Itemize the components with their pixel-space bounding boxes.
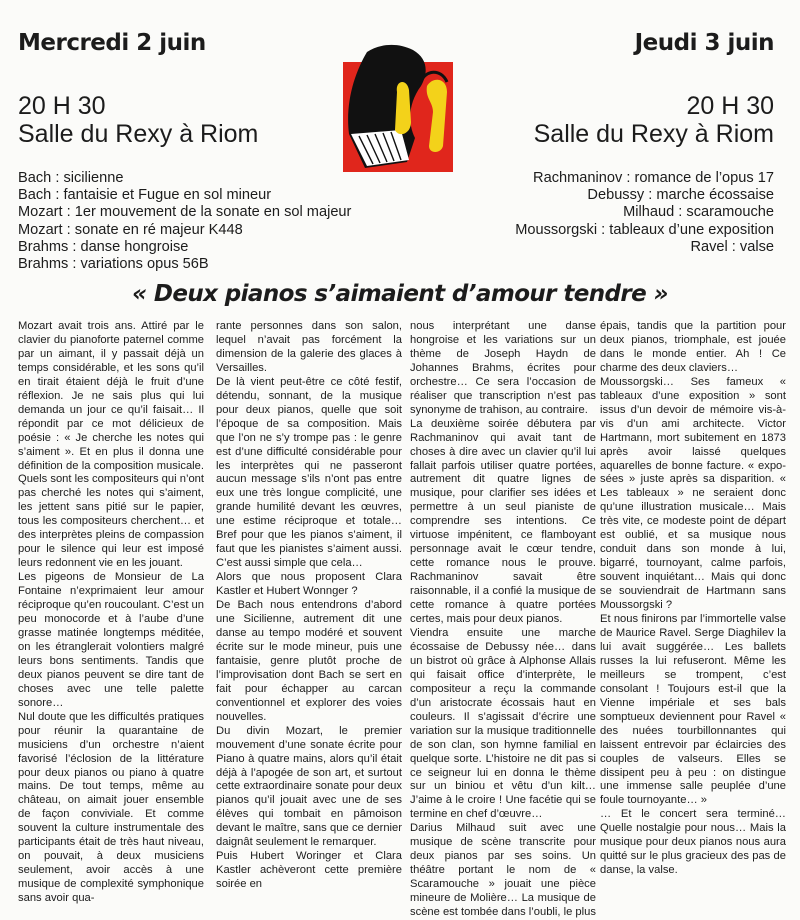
- program-item: Moussorgski : tableaux d’une exposition: [515, 221, 774, 238]
- article-paragraph: La deuxième soirée débutera par Rachmaninov qui avait tant de choses à dire avec un clavier qu’il lui fallait parfois utiliser quatre portées, autrement dit quatre lignes de musique, pour clarifier ses idées et permettre à un seul pianiste de comprendre ses intentions. Ce virtuose impénitent, ce flamboyant personnage avait le cœur tendre, cette romance nous le prouve. Rachmaninov savait être raisonnable, il a confié la musique de cette romance à quatre portées certes, mais pour deux pianos.: [410, 417, 596, 626]
- article-column-4: [600, 320, 786, 877]
- program-work: 1er mouvement de la sonate en sol majeur: [74, 204, 352, 221]
- article-paragraph: Et nous finirons par l’immortelle valse de Maurice Ravel. Serge Diaghilev la lui avait suggérée… Les ballets russes la lui refuseront. Même les meilleurs se trompent, c’est consolant ! Toujours est-il que la Vienne impériale et ses bals somptueux deviennent pour Ravel « des nuées tourbillonnantes qui laissent entrevoir par éclaircies des couples de valseurs. Elles se dissipent peu à peu : on distingue une immense salle peuplée d’une foule tournoyante… »: [600, 613, 786, 807]
- program-composer: Debussy: [587, 187, 645, 204]
- article-paragraph: Les pigeons de Monsieur de La Fontaine n’exprimaient leur amour réciproque qu’en roucoulant. C’est un peu monocorde et à l’aube d’une grasse matinée longtemps méditée, on les étranglerait volontiers malgré leurs bons sentiments. Tandis que deux pianos peuvent se dire tant de choses avec une telle palette sonore…: [18, 571, 204, 709]
- program-composer: Bach: [18, 170, 52, 186]
- article-paragraph: De là vient peut-être ce côté festif, détendu, sonnant, de la musique pour deux pianos, quelle que soit l’époque de sa composition. Mais que l’on ne s’y trompe pas : le genre est d’une difficulté considérable pour les interprètes qui ne passeront aucun message s’ils n’ont pas entre eux une très longue complicité, une grande humilité devant les œuvres, une estime réciproque et totale… Bref pour que les pianos s’aiment, il faut que les pianistes s’aiment aussi. C’est aussi simple que cela…: [216, 375, 402, 570]
- article-paragraph: De Bach nous entendrons d’abord une Sicilienne, autrement dit une danse au tempo modéré et souvent écrite sur le mode mineur, puis une fantaisie, genre plutôt proche de l’improvisation dont Bach se sert en fait pour échapper au carcan conventionnel et explorer des voies nouvelles.: [216, 599, 402, 723]
- program-composer: Ravel: [690, 238, 728, 255]
- yellow-shape-left: [395, 82, 411, 134]
- program-work: tableaux d’une exposition: [609, 221, 774, 238]
- article-column-2: [216, 320, 402, 891]
- program-work: scaramouche: [686, 204, 774, 221]
- program-composer: Rachmaninov: [533, 170, 623, 186]
- article-paragraph: … Et le concert sera terminé… Quelle nostalgie pour nous… Mais la musique pour deux pianos nous aura quitté sur le plus gracieux des pas de danse, la valse.: [600, 808, 786, 877]
- program-item: Mozart : sonate en ré majeur K448: [18, 221, 243, 238]
- program-item: Rachmaninov : romance de l’opus 17: [533, 170, 774, 186]
- article-paragraph: nous interprétant une danse hongroise et les variations sur un thème de Joseph Haydn de Johannes Brahms, écrites pour orchestre… Ce sera l’occasion de réaliser que transcription n’est pas synonyme de trahison, au contraire.: [410, 320, 596, 416]
- article-headline: « Deux pianos s’aimaient d’amour tendre »: [132, 281, 668, 307]
- program-composer: Brahms: [18, 256, 69, 273]
- program-composer: Mozart: [18, 221, 63, 238]
- program-item: Mozart : 1er mouvement de la sonate en sol majeur: [18, 204, 352, 221]
- program-work: sonate en ré majeur K448: [74, 221, 243, 238]
- left-time: 20 H 30: [18, 92, 106, 120]
- article-column-1: [18, 320, 204, 905]
- program-item: Bach : fantaisie et Fugue en sol mineur: [18, 187, 272, 204]
- program-work: sicilienne: [63, 170, 124, 186]
- left-program-list: [18, 170, 351, 273]
- program-work: variations opus 56B: [80, 256, 209, 273]
- program-item: Milhaud : scaramouche: [623, 204, 774, 221]
- right-program-list: [515, 170, 774, 256]
- article-paragraph: Alors que nous proposent Clara Kastler et Hubert Wonnger ?: [216, 571, 402, 598]
- program-work: valse: [739, 238, 774, 255]
- program-work: romance de l’opus 17: [634, 170, 774, 186]
- piano-illustration: [337, 42, 465, 172]
- article-paragraph: Du divin Mozart, le premier mouvement d’une sonate écrite pour Piano à quatre mains, alors qu’il était déjà à l’apogée de son art, et surtout cette extraordinaire sonate pour deux pianos qu’il jouait avec une de ses élèves qui tombait en pâmoison devant le maître, sans que ce dernier daignât seulement le remarquer.: [216, 724, 402, 849]
- left-venue: Salle du Rexy à Riom: [18, 120, 259, 148]
- article-paragraph: épais, tandis que la partition pour deux pianos, triomphale, est jouée dans le monde entier. Ah ! Ce charme des deux claviers…: [600, 320, 786, 374]
- program-composer: Mozart: [18, 204, 63, 221]
- article-paragraph: Viendra ensuite une marche écossaise de Debussy née… dans un bistrot où grâce à Alphonse Allais qui faisait office d’interprète, le compositeur a reçu la commande d’un aristocrate écossais haut en couleurs. Il s’agissait d’écrire une variation sur la musique traditionnelle de son clan, son hymne familial en quelque sorte. L’histoire ne dit pas si ce seigneur lui en donna le thème sur un biniou et vêtu d’un kilt… J’aime à le croire ! Une facétie qui se termine en chef d’œuvre…: [410, 626, 596, 821]
- article-paragraph: Darius Milhaud suit avec une musique de scène transcrite pour deux pianos par ses soins. Un théâtre portant le nom de « Scaramouche » jouait une pièce mineure de Molière… La musique de scène est tombée dans l’oubli, le plus: [410, 822, 596, 919]
- article-paragraph: Moussorgski… Ses fameux « tableaux d’une exposition » sont issus d’un devoir de mémoire vis-à-vis d’un ami architecte. Victor Hartmann, mort subitement en 1873 après avoir laissé quelques aquarelles de bonne facture. « expo-sées » juste après sa disparition. « Les tableaux » ne seraient donc qu’une illustration musicale… Mais très vite, ce modeste point de départ est oublié, et sa musique nous conduit dans son monde à lui, bigarré, tournoyant, calme parfois, souvent inquiétant… Mais qui donc se souviendrait de Hartmann sans Moussorgski ?: [600, 375, 786, 612]
- right-time: 20 H 30: [686, 92, 774, 120]
- program-composer: Milhaud: [623, 204, 675, 221]
- article-paragraph: rante personnes dans son salon, lequel n’avait pas forcément la dimension de la galerie des glaces à Versailles.: [216, 320, 402, 374]
- article-paragraph: Puis Hubert Woringer et Clara Kastler achèveront cette première soirée en: [216, 850, 402, 891]
- article-column-3: [410, 320, 596, 919]
- program-composer: Brahms: [18, 238, 69, 255]
- program-composer: Moussorgski: [515, 221, 598, 238]
- right-day-heading: Jeudi 3 juin: [634, 30, 774, 56]
- article-paragraph: Nul doute que les difficultés pratiques pour réunir la quarantaine de musiciens d’un orchestre n’aient favorisé l’éclosion de la littérature pour deux pianos ou piano à quatre mains. De tout temps, même au château, on aimait jouer ensemble de façon conviviale. Et comme souvent la culture instrumentale des participants était de très haut niveau, on pouvait, à deux musiciens seulement, avoir accès à une musique de complexité symphonique sans avoir qua-: [18, 710, 204, 905]
- program-item: Brahms : danse hongroise: [18, 238, 189, 255]
- program-work: marche écossaise: [656, 187, 774, 204]
- program-item: Ravel : valse: [690, 238, 774, 255]
- program-item: Debussy : marche écossaise: [587, 187, 774, 204]
- program-item: Brahms : variations opus 56B: [18, 256, 209, 273]
- program-item: Bach : sicilienne: [18, 170, 124, 186]
- program-work: fantaisie et Fugue en sol mineur: [63, 187, 272, 204]
- right-venue: Salle du Rexy à Riom: [533, 120, 774, 148]
- program-work: danse hongroise: [80, 238, 189, 255]
- program-composer: Bach: [18, 187, 52, 204]
- article-paragraph: Mozart avait trois ans. Attiré par le clavier du pianoforte paternel comme par un aimant, il y passait déjà un temps considérable, et les sons qu’il en tirait étaient déjà le fruit d’une réflexion. Je ne sais plus qui lui demanda un jour ce qu’il faisait… Il répondit par ce mot délicieux de poésie : « Je cherche les notes qui s’aiment ». Et en plus il donna une définition de la composition musicale. Quels sont les compositeurs qui n’ont pas cherché les notes qui s’aiment, les jettent sans pitié sur le papier, tous les compositeurs cherchent… et des interprètes pleins de compassion pour le silence qui leur est imposé leurs redonnent vie en les jouant.: [18, 320, 204, 570]
- left-day-heading: Mercredi 2 juin: [18, 30, 206, 56]
